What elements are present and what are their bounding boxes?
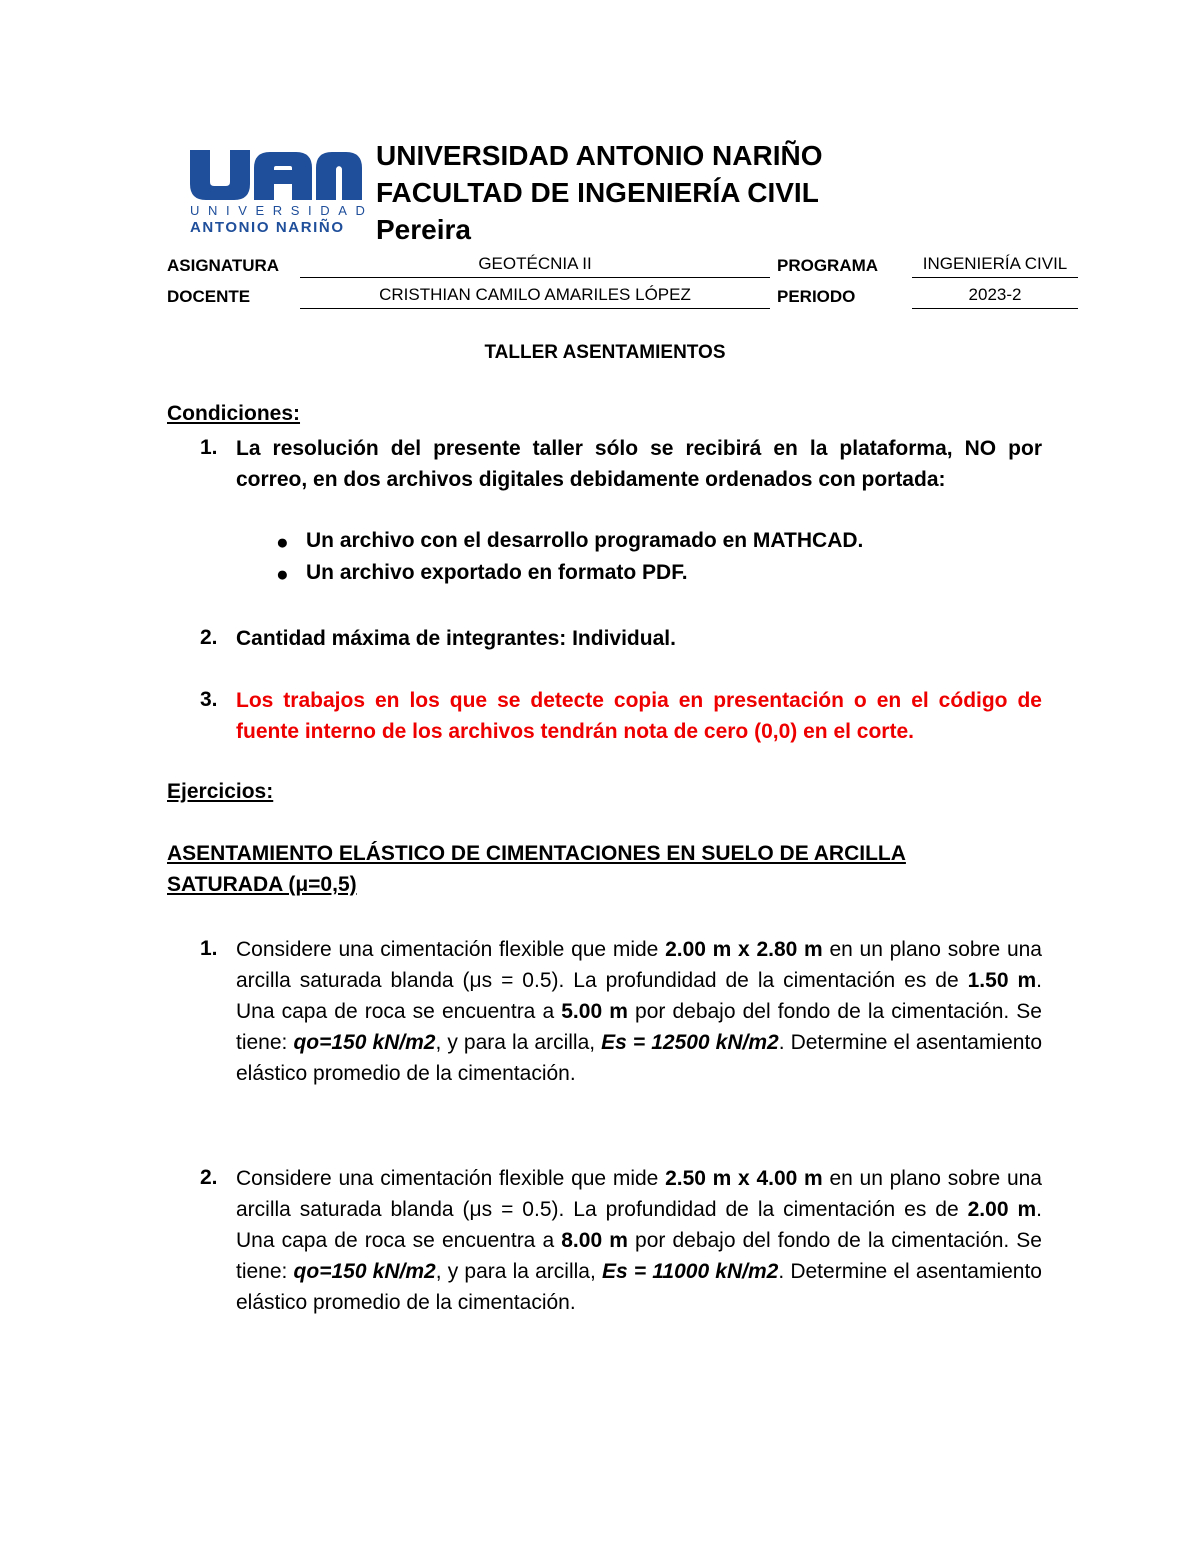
- periodo-value: 2023-2: [912, 284, 1078, 309]
- logo-text-universidad: UNIVERSIDAD: [190, 203, 374, 218]
- asignatura-value: GEOTÉCNIA II: [300, 253, 770, 278]
- programa-value: INGENIERÍA CIVIL: [912, 253, 1078, 278]
- condition-number: 1.: [200, 436, 218, 459]
- asignatura-label: ASIGNATURA: [167, 256, 280, 275]
- periodo-label: PERIODO: [777, 287, 856, 306]
- condition-warning-text: Los trabajos en los que se detecte copia en presentación o en el código de fuente interno de los archivos tendrán nota de cero (0,0) en el corte.: [236, 689, 1042, 743]
- section-title: ASENTAMIENTO ELÁSTICO DE CIMENTACIONES EN SUELO DE ARCILLA: [167, 842, 906, 865]
- university-logo: [188, 148, 374, 240]
- university-name: UNIVERSIDAD ANTONIO NARIÑO: [376, 140, 823, 171]
- conditions-heading: Condiciones:: [167, 402, 301, 425]
- city-name: Pereira: [376, 214, 471, 245]
- condition-bullet: Un archivo con el desarrollo programado en MATHCAD.: [306, 529, 864, 552]
- section-title-continued: SATURADA (μ=0,5): [167, 873, 357, 896]
- docente-value: CRISTHIAN CAMILO AMARILES LÓPEZ: [300, 284, 770, 309]
- condition-text: La resolución del presente taller sólo se recibirá en la plataforma, NO por correo, en dos archivos digitales debidamente ordenados con portada:: [236, 437, 1042, 491]
- exercise-number: 2.: [200, 1166, 218, 1189]
- exercise-number: 1.: [200, 937, 218, 960]
- document-title: TALLER ASENTAMIENTOS: [484, 342, 726, 363]
- docente-label: DOCENTE: [167, 287, 251, 306]
- exercise-text: Considere una cimentación flexible que mide 2.00 m x 2.80 m en un plano sobre una arcilla saturada blanda (μs = 0.5). La profundidad de la cimentación es de 1.50 m. Una capa de roca se encuentra a 5.00 m por debajo del fondo de la cimentación. Se tiene: qo=150 kN/m2, y para la arcilla, Es = 12500 kN/m2. Determine el asentamiento elástico promedio de la cimentación.: [236, 938, 1042, 1085]
- condition-bullet: Un archivo exportado en formato PDF.: [306, 561, 688, 584]
- exercises-heading: Ejercicios:: [167, 780, 274, 803]
- programa-label: PROGRAMA: [777, 256, 879, 275]
- condition-number: 2.: [200, 626, 218, 649]
- faculty-name: FACULTAD DE INGENIERÍA CIVIL: [376, 177, 819, 208]
- logo-text-antonio-narino: ANTONIO NARIÑO: [190, 219, 345, 236]
- uan-logo-mark: [188, 148, 364, 202]
- condition-number: 3.: [200, 688, 218, 711]
- bullet-icon: ●: [276, 531, 289, 554]
- condition-text: Cantidad máxima de integrantes: Individual.: [236, 627, 676, 650]
- bullet-icon: ●: [276, 563, 289, 586]
- exercise-text: Considere una cimentación flexible que mide 2.50 m x 4.00 m en un plano sobre una arcilla saturada blanda (μs = 0.5). La profundidad de la cimentación es de 2.00 m. Una capa de roca se encuentra a 8.00 m por debajo del fondo de la cimentación. Se tiene: qo=150 kN/m2, y para la arcilla, Es = 11000 kN/m2. Determine el asentamiento elástico promedio de la cimentación.: [236, 1167, 1042, 1314]
